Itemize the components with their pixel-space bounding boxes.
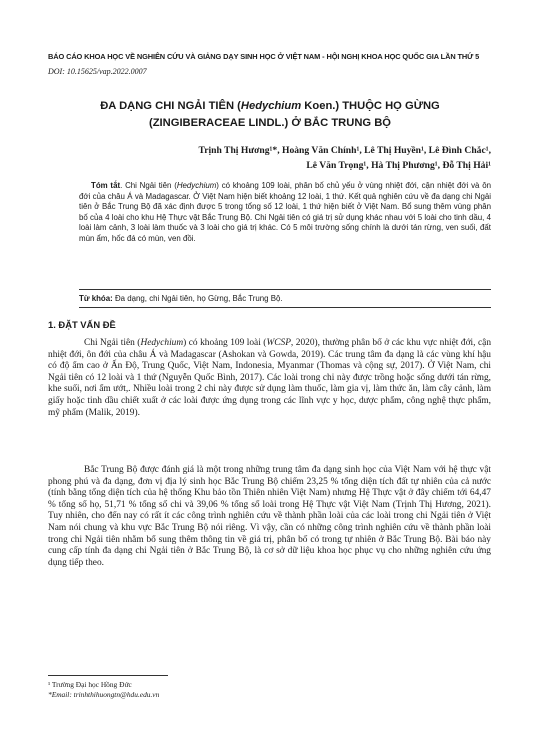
p1-latin: Hedychium (140, 338, 184, 348)
section-heading: 1. ĐẶT VẤN ĐỀ (48, 319, 116, 330)
paragraph-1 (48, 338, 491, 419)
keywords-text: Đa dạng, chi Ngải tiên, họ Gừng, Bắc Trung Bộ. (112, 294, 283, 303)
title-line1-prefix: ĐA DẠNG CHI NGẢI TIÊN ( (100, 100, 241, 112)
p2-text: Bắc Trung Bộ được đánh giá là một trong những trung tâm đa dạng sinh học của Việt Nam với hệ thực vật phong phú và đa dạng, đơn vị địa lý sinh học Bắc Trung Bộ chiếm 23,25 % tổng diện tích đất tự nhiên của cả nước (tính bằng tổng diện tích của hệ thống Khu bảo tồn Thiên nhiên Việt Nam) nhưng Hệ Thực vật ở đây chiếm tới 64,47 % tổng số họ, 51,71 % tổng số chi và 39,06 % tổng số loài trong Hệ Thực vật Việt Nam (Trịnh Thị Hương, 2021). Tuy nhiên, cho đến nay có rất ít các công trình nghiên cứu về thành phần loài của các loài trong chi Ngải tiên ở Việt Nam nói chung và khu vực Bắc Trung Bộ nói riêng. Vì vậy, cần có những công trình nghiên cứu về thành phần loài trong chi Ngải tiên nhằm bổ sung thêm thông tin về giá trị, phân bố có trong tự nhiên ở Bắc Trung Bộ. Bài báo này cung cấp tính đa dạng chi Ngải tiên ở Bắc Trung Bộ, là cơ sở dữ liệu khoa học phục vụ cho những nghiên cứu ứng dụng tiếp theo. (48, 465, 491, 568)
keywords-label: Từ khóa: (79, 294, 113, 303)
abstract-latin: Hedychium (176, 181, 217, 190)
divider-bottom (79, 307, 491, 308)
title-line1-suffix: Koen.) THUỘC HỌ GỪNG (301, 100, 440, 112)
abstract-label: Tóm tắt (91, 181, 121, 190)
footnote-email: *Email: trinhthihuongtn@hdu.edu.vn (48, 690, 160, 699)
p1-wcsp: WCSP (266, 338, 291, 348)
paragraph-2 (48, 465, 491, 569)
paper-title (60, 98, 480, 132)
title-line2: (ZINGIBERACEAE LINDL.) Ở BẮC TRUNG BỘ (149, 117, 391, 129)
p1-text-c: , 2020), thường phân bố ở các khu vực nhiệt đới, cận nhiệt đới, ôn đới của châu Á và Madagascar (Ashokan và Gowda, 2019). Các trung tâm đa dạng là các vùng khí hậu có độ ẩm cao ở Ấn Độ, Trung Quốc, Việt Nam, Indonesia, Myanmar (Thomas và cộng sự, 2017). Ở Việt Nam, chi Ngải tiên có 12 loài và 1 thứ (Nguyễn Quốc Bình, 2017). Các loài trong chi này được trồng hoặc sống dưới tán rừng, khe suối, nơi ẩm ướt,. Nhiều loài trong 2 chi này được sử dụng làm thuốc, làm gia vị, làm thức ăn, làm cây cảnh, làm giấy hoặc tinh dầu chiết xuất ở các loài được ứng dụng trong các lĩnh vực y học, dược phẩm, công nghệ thực phẩm, mỹ phẩm (Malik, 2019). (48, 338, 492, 418)
footnote-affiliation: ¹ Trường Đại học Hồng Đức (48, 680, 132, 689)
author-list (71, 143, 491, 173)
doi-line: DOI: 10.15625/vap.2022.0007 (48, 67, 147, 76)
p1-text-a: Chi Ngải tiên ( (84, 338, 141, 348)
keywords (79, 294, 491, 303)
author-line-2: Lê Văn Trọng¹, Hà Thị Phương¹, Đỗ Thị Hải¹ (306, 160, 491, 171)
author-line-1: Trịnh Thị Hương¹*, Hoàng Văn Chính¹, Lê Thị Huyền¹, Lê Đình Chắc¹, (198, 145, 491, 156)
divider-top (79, 289, 491, 290)
footnote-rule (48, 675, 168, 676)
abstract (79, 181, 491, 245)
p1-text-b: ) có khoảng 109 loài ( (183, 338, 267, 348)
abstract-text-b: ) có khoảng 109 loài, phân bố chủ yếu ở vùng nhiệt đới, cận nhiệt đới và ôn đới của châu Á và Madagascar. Ở Việt Nam hiện biết khoảng 12 loài, 1 thứ. Kết quả nghiên cứu về đa dạng chi Ngải tiên ở Bắc Trung Bộ đã xác định được 5 trong tổng số 12 loài, 1 thứ hiện biết ở Việt Nam. Bổ sung thêm vùng phân bố của 4 loài cho khu Hệ Thực vật Bắc Trung Bộ. Chi Ngải tiên có giá trị sử dụng khác nhau với 5 loài cho tinh dầu, 4 loài làm cảnh, 3 loài làm thuốc và 3 loài cho giá trị khác. Có 5 môi trường sống chính là dưới tán rừng, ven suối, đất mùn ẩm, hốc đá có mùn, ven đồi. (79, 181, 491, 243)
running-header: BÁO CÁO KHOA HỌC VỀ NGHIÊN CỨU VÀ GIẢNG DẠY SINH HỌC Ở VIỆT NAM - HỘI NGHỊ KHOA HỌC QUỐC GIA LẦN THỨ 5 (48, 52, 480, 61)
title-latin-genus: Hedychium (240, 100, 302, 112)
abstract-text-a: . Chi Ngải tiên ( (120, 181, 177, 190)
